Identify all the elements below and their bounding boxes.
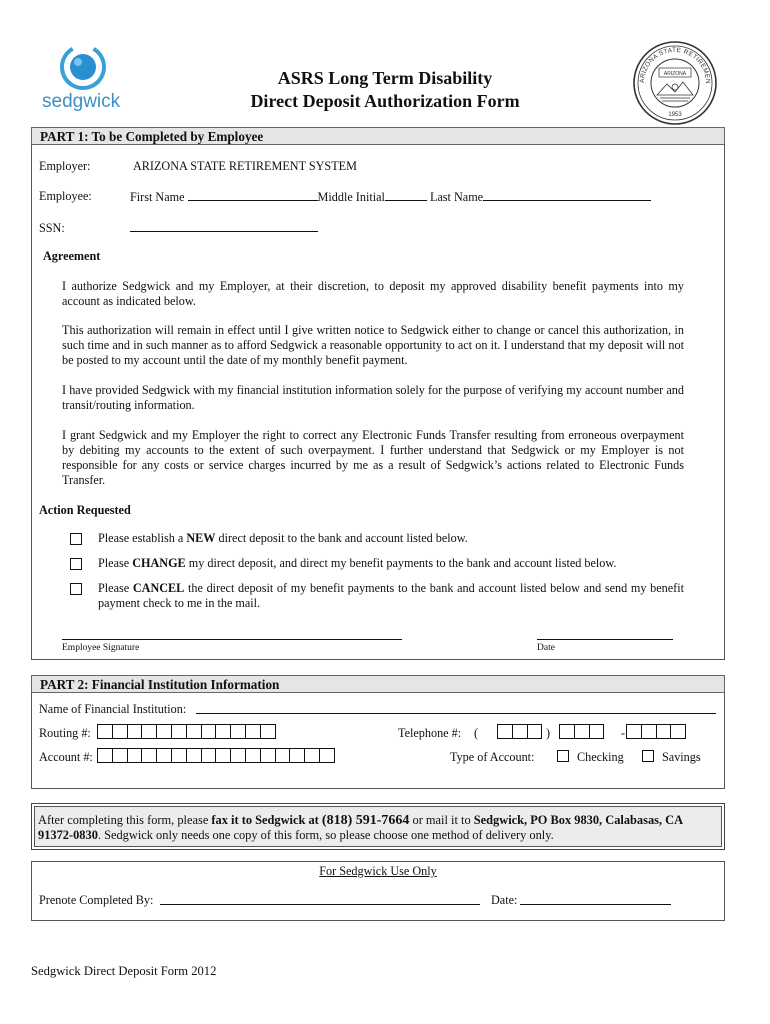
middle-initial-label: Middle Initial: [317, 190, 385, 204]
checking-checkbox[interactable]: [557, 750, 569, 762]
telephone-label: Telephone #:: [398, 726, 462, 740]
agreement-paragraph-1: I authorize Sedgwick and my Employer, at their discretion, to deposit my approved disability benefit payments into my account as indicated below.: [62, 279, 684, 308]
telephone-dash: -: [621, 726, 626, 740]
action-cancel-text: Please CANCEL the direct deposit of my benefit payments to the bank and account listed below and send my benefit payment check to me in the mail.: [98, 581, 685, 610]
form-title-line1: ASRS Long Term Disability: [277, 68, 493, 88]
change-deposit-checkbox[interactable]: [70, 558, 82, 570]
submission-notice-text: After completing this form, please fax it to Sedgwick at (818) 591-7664 or mail it to Sedgwick, PO Box 9830, Calabasas, CA 91372-0830. Sedgwick only needs one copy of this form, so please choose one method of delivery only.: [38, 813, 683, 842]
savings-label: Savings: [662, 750, 701, 764]
savings-checkbox[interactable]: [642, 750, 654, 762]
ssn-label: SSN:: [39, 221, 65, 235]
account-type-label: Type of Account:: [450, 750, 535, 764]
routing-label: Routing #:: [39, 726, 91, 740]
form-title-line2: Direct Deposit Authorization Form: [250, 91, 520, 111]
date-line[interactable]: [537, 639, 673, 640]
account-number-boxes[interactable]: [97, 748, 334, 763]
institution-label: Name of Financial Institution:: [39, 702, 187, 716]
account-label: Account #:: [39, 750, 93, 764]
date-label: Date: [537, 643, 555, 653]
employer-value: ARIZONA STATE RETIREMENT SYSTEM: [133, 159, 357, 173]
part1-heading: PART 1: To be Completed by Employee: [31, 127, 725, 145]
seal-year: 1953: [668, 112, 682, 118]
signature-line[interactable]: [62, 639, 402, 640]
seal-ring-text: ARIZONA STATE RETIREMEN: [638, 46, 712, 85]
middle-initial-field[interactable]: [385, 189, 427, 201]
last-name-label: Last Name: [429, 190, 484, 204]
office-date-field[interactable]: [520, 893, 671, 905]
footer-text: Sedgwick Direct Deposit Form 2012: [31, 964, 217, 978]
checking-label: Checking: [577, 750, 624, 764]
first-name-label: First Name: [130, 190, 185, 204]
new-deposit-checkbox[interactable]: [70, 533, 82, 545]
office-use-heading: For Sedgwick Use Only: [319, 864, 437, 878]
part2-heading: PART 2: Financial Institution Information: [31, 675, 725, 693]
prenote-label: Prenote Completed By:: [39, 893, 154, 907]
logo-text: sedgwick: [42, 91, 121, 112]
svg-text:ARIZONA STATE RETIREMENT SYSTE: [632, 40, 711, 84]
mailing-address: Sedgwick, PO Box 9830, Calabasas, CA 91372-0830: [38, 813, 683, 842]
phone-line-boxes[interactable]: [626, 724, 685, 739]
prenote-field[interactable]: [160, 893, 480, 905]
employee-label: Employee:: [39, 189, 92, 203]
area-code-boxes[interactable]: [497, 724, 541, 739]
action-requested-heading: Action Requested: [39, 503, 131, 517]
agreement-paragraph-3: I have provided Sedgwick with my financial institution information solely for the purpose of verifying my account number and transit/routing information.: [62, 383, 684, 412]
asrs-seal-icon: [632, 40, 718, 126]
action-new-text: Please establish a NEW direct deposit to the bank and account listed below.: [98, 531, 468, 545]
last-name-field[interactable]: [483, 189, 651, 201]
agreement-paragraph-4: I grant Sedgwick and my Employer the right to correct any Electronic Funds Transfer resulting from erroneous overpayment by debiting my accounts to the extent of such overpayment. I further understand that Sedgwick or my Employer is not responsible for any costs or service charges incurred by me as a result of Sedgwick’s actions related to Electronic Funds Transfer.: [62, 428, 684, 487]
telephone-paren-close: ): [546, 726, 551, 740]
agreement-paragraph-2: This authorization will remain in effect until I give written notice to Sedgwick either to change or cancel this authorization, in such time and in such manner as to afford Sedgwick a reasonable opportunity to act on it. I understand that my deposit will not be posted to my account until the date of my monthly benefit payment.: [62, 323, 684, 367]
action-change-text: Please CHANGE my direct deposit, and direct my benefit payments to the bank and account listed below.: [98, 556, 617, 570]
phone-prefix-boxes[interactable]: [559, 724, 603, 739]
routing-number-boxes[interactable]: [97, 724, 275, 739]
telephone-paren-open: (: [474, 726, 479, 740]
asrs-seal: [632, 40, 718, 126]
ssn-field[interactable]: [130, 220, 318, 232]
office-date-label: Date:: [491, 893, 518, 907]
first-name-field[interactable]: [188, 189, 318, 201]
fax-number: (818) 591-7664: [321, 813, 410, 828]
employee-name-row: [130, 189, 651, 205]
agreement-heading: Agreement: [43, 249, 101, 263]
seal-center-text: ARIZONA: [663, 71, 687, 77]
employer-label: Employer:: [39, 159, 91, 173]
institution-field[interactable]: [196, 702, 716, 714]
signature-label: Employee Signature: [62, 643, 140, 653]
cancel-deposit-checkbox[interactable]: [70, 583, 82, 595]
